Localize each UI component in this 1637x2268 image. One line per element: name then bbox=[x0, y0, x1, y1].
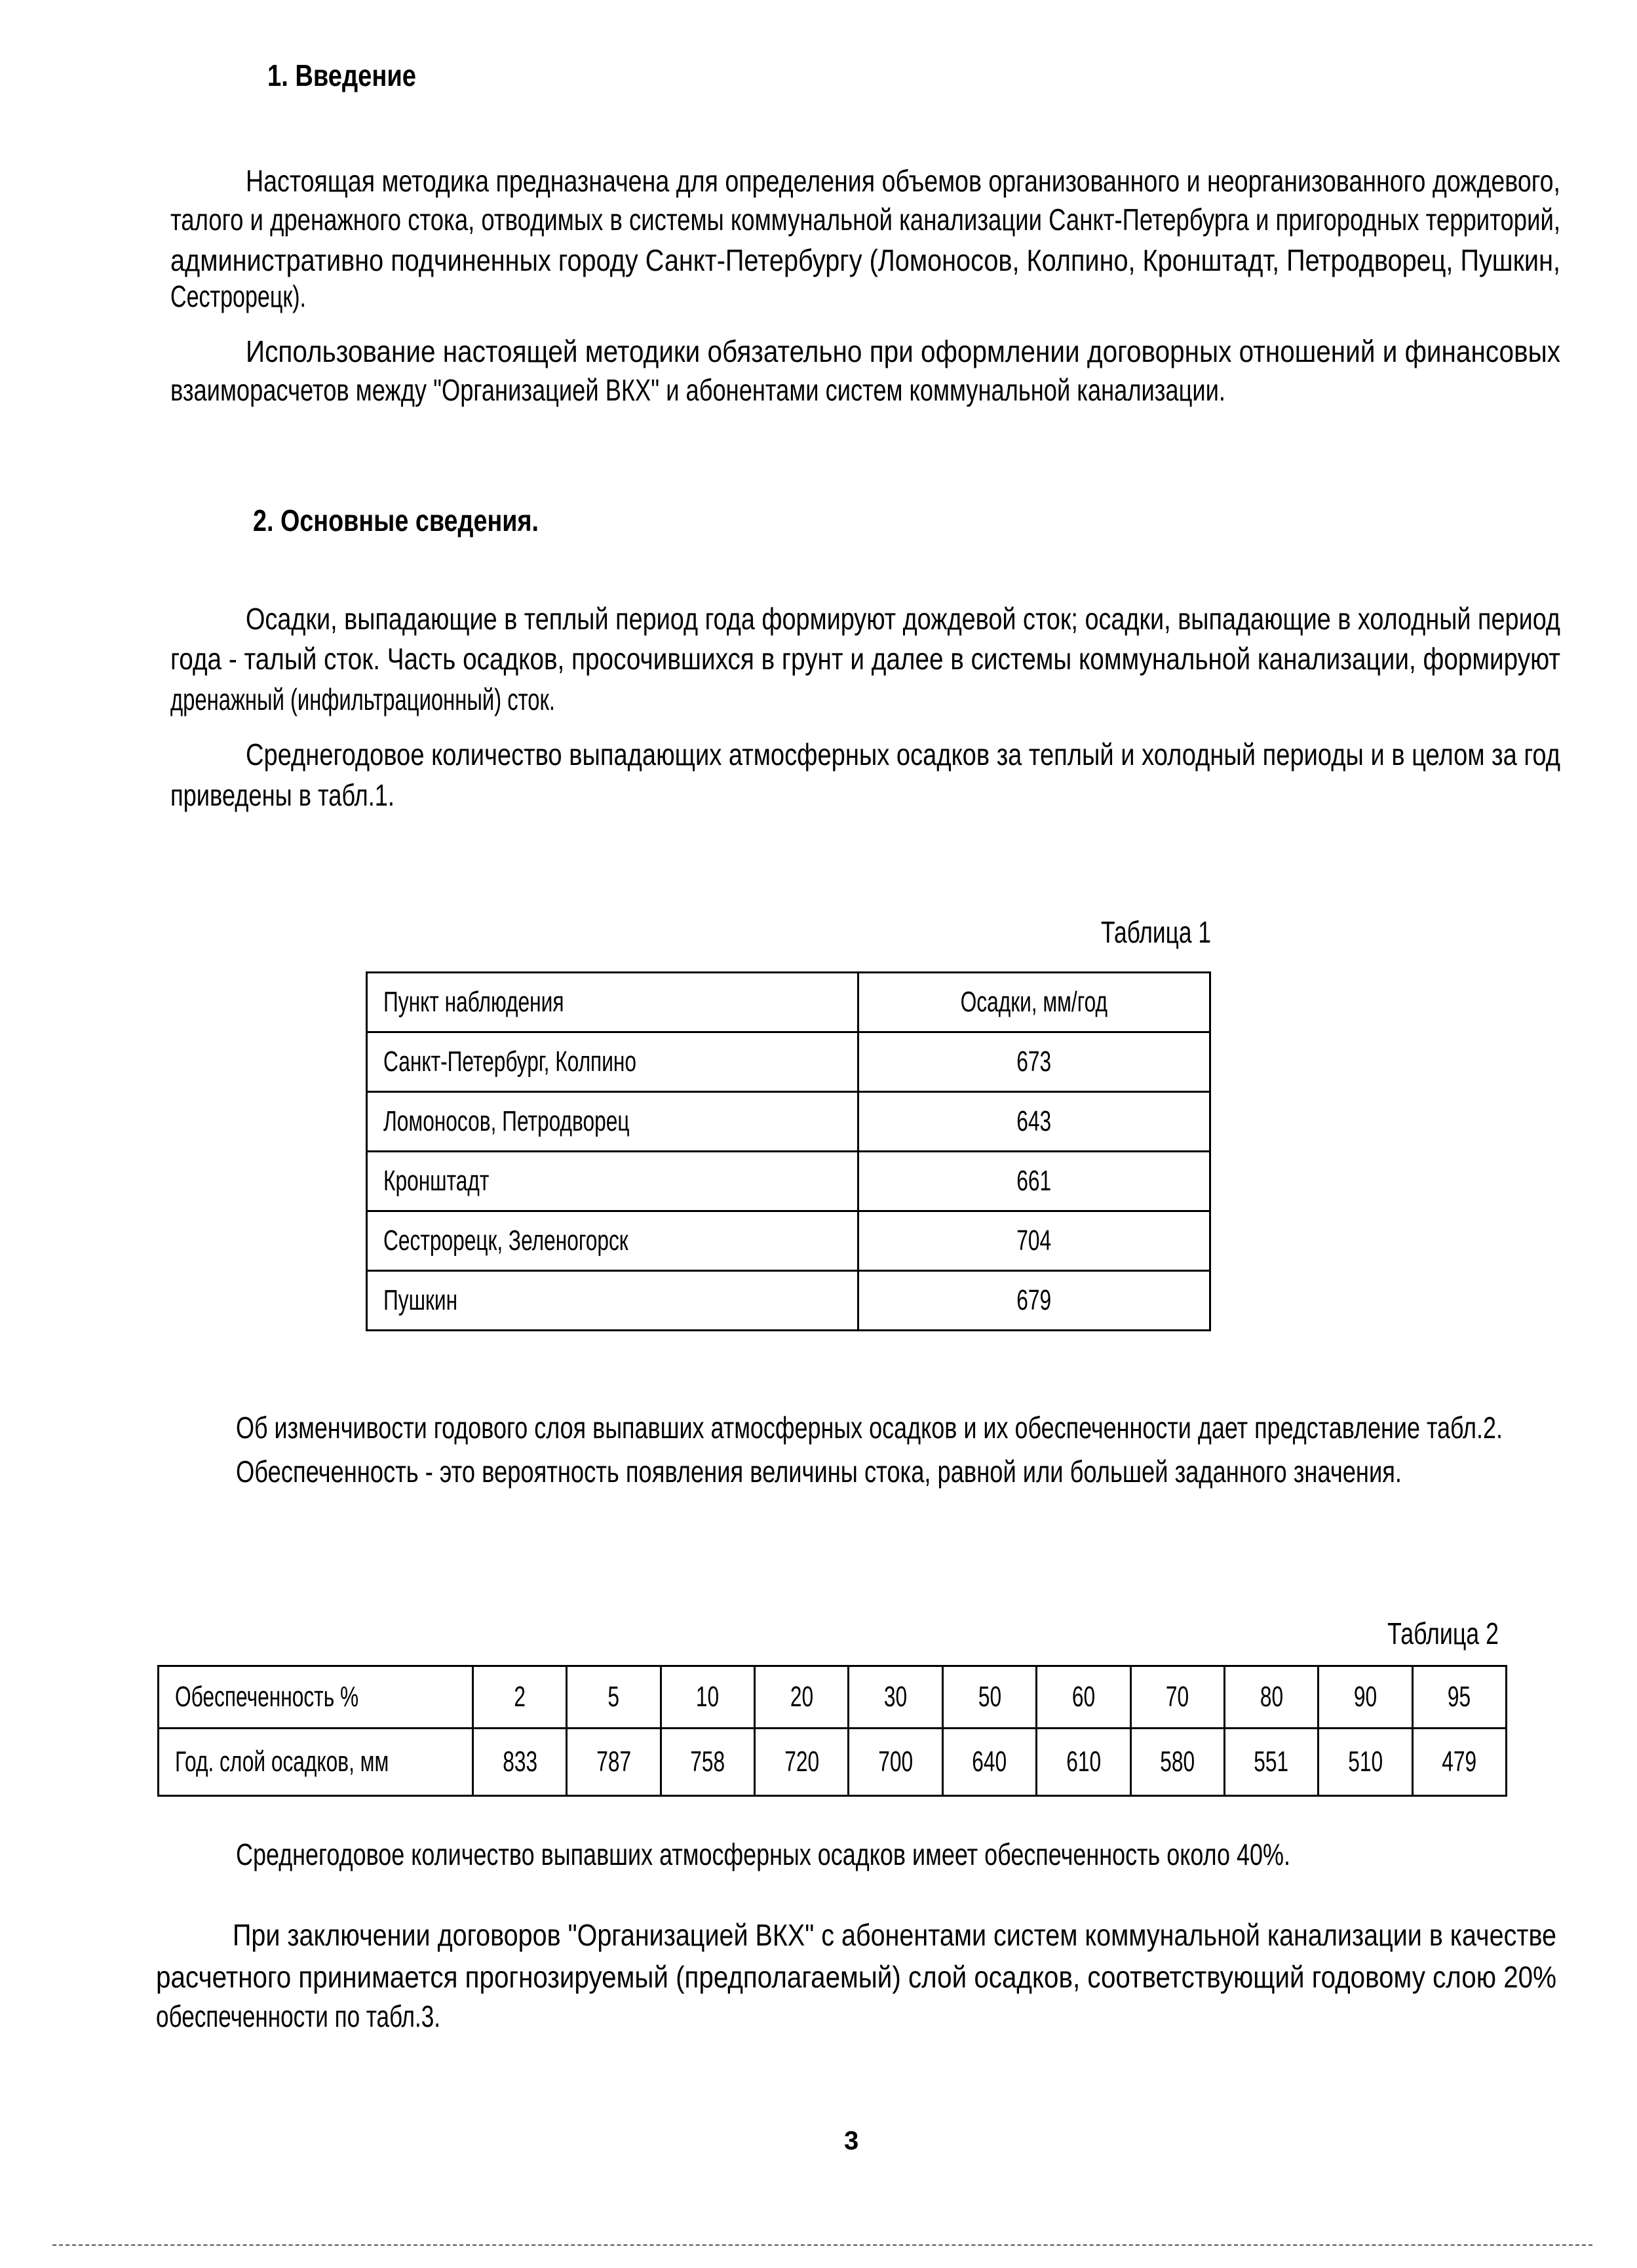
table-header-row bbox=[367, 973, 1210, 1032]
table-cell: 580 bbox=[1130, 1729, 1224, 1796]
table-row-probability bbox=[159, 1666, 1507, 1729]
table-row bbox=[367, 1152, 1210, 1211]
footer-divider bbox=[52, 2244, 1592, 2246]
table-cell: 679 bbox=[858, 1271, 1210, 1331]
table-cell: Санкт-Петербург, Колпино bbox=[367, 1032, 858, 1092]
table-cell: 704 bbox=[858, 1211, 1210, 1271]
table-row-label: Год. слой осадков, мм bbox=[159, 1729, 473, 1796]
table-cell: 787 bbox=[567, 1729, 661, 1796]
table-cell: 833 bbox=[473, 1729, 567, 1796]
table-2-caption: Таблица 2 bbox=[1387, 1616, 1499, 1651]
table-cell: 700 bbox=[849, 1729, 942, 1796]
paragraph-line: Среднегодовое количество выпадающих атмосферных осадков за теплый и холодный периоды и в целом за год bbox=[246, 737, 1560, 772]
paragraph-line: Обеспеченность - это вероятность появления величины стока, равной или большей заданного значения. bbox=[236, 1455, 1402, 1489]
table-cell: 510 bbox=[1319, 1729, 1412, 1796]
paragraph-line: дренажный (инфильтрационный) сток. bbox=[170, 682, 555, 716]
table-cell: 90 bbox=[1319, 1666, 1412, 1729]
section-1-heading: 1. Введение bbox=[267, 58, 416, 92]
table-cell: 70 bbox=[1130, 1666, 1224, 1729]
table-cell: 30 bbox=[849, 1666, 942, 1729]
table-row bbox=[367, 1032, 1210, 1092]
paragraph-line: года - талый сток. Часть осадков, просочившихся в грунт и далее в системы коммунальной канализации, формируют bbox=[170, 642, 1560, 676]
table-header-cell: Осадки, мм/год bbox=[858, 973, 1210, 1032]
table-cell: 5 bbox=[567, 1666, 661, 1729]
table-cell: 610 bbox=[1037, 1729, 1130, 1796]
table-cell: 479 bbox=[1412, 1729, 1506, 1796]
table-cell: Сестрорецк, Зеленогорск bbox=[367, 1211, 858, 1271]
table-cell: 551 bbox=[1224, 1729, 1318, 1796]
table-row-precipitation bbox=[159, 1729, 1507, 1796]
table-cell: 60 bbox=[1037, 1666, 1130, 1729]
table-header-cell: Пункт наблюдения bbox=[367, 973, 858, 1032]
paragraph-line: Об изменчивости годового слоя выпавших атмосферных осадков и их обеспеченности дает представление табл.2. bbox=[236, 1411, 1503, 1445]
table-cell: 20 bbox=[755, 1666, 849, 1729]
table-cell: 661 bbox=[858, 1152, 1210, 1211]
table-cell: Пушкин bbox=[367, 1271, 858, 1331]
table-cell: 2 bbox=[473, 1666, 567, 1729]
paragraph-line: обеспеченности по табл.3. bbox=[156, 1999, 440, 2033]
table-row bbox=[367, 1271, 1210, 1331]
paragraph-line: административно подчиненных городу Санкт-Петербургу (Ломоносов, Колпино, Кронштадт, Петродворец, Пушкин, bbox=[170, 243, 1560, 277]
table-cell: 720 bbox=[755, 1729, 849, 1796]
table-row bbox=[367, 1211, 1210, 1271]
table-row bbox=[367, 1092, 1210, 1152]
table-cell: 10 bbox=[661, 1666, 754, 1729]
paragraph-line: Настоящая методика предназначена для определения объемов организованного и неорганизованного дождевого, bbox=[246, 164, 1560, 198]
paragraph-line: взаиморасчетов между "Организацией ВКХ" и абонентами систем коммунальной канализации. bbox=[170, 373, 1225, 407]
table-1 bbox=[366, 971, 1211, 1331]
paragraph-line: Использование настоящей методики обязательно при оформлении договорных отношений и финансовых bbox=[246, 334, 1560, 368]
paragraph-line: приведены в табл.1. bbox=[170, 778, 395, 812]
paragraph-line: При заключении договоров "Организацией ВКХ" с абонентами систем коммунальной канализации в качестве bbox=[233, 1918, 1556, 1952]
table-cell: 758 bbox=[661, 1729, 754, 1796]
paragraph-line: Осадки, выпадающие в теплый период года формируют дождевой сток; осадки, выпадающие в холодный период bbox=[246, 602, 1560, 636]
table-cell: 80 bbox=[1224, 1666, 1318, 1729]
table-cell: 640 bbox=[942, 1729, 1036, 1796]
table-cell: 643 bbox=[858, 1092, 1210, 1152]
paragraph-line: талого и дренажного стока, отводимых в системы коммунальной канализации Санкт-Петербурга и пригородных территорий, bbox=[170, 203, 1560, 237]
table-cell: 673 bbox=[858, 1032, 1210, 1092]
table-1-caption: Таблица 1 bbox=[1101, 915, 1211, 949]
table-cell: 50 bbox=[942, 1666, 1036, 1729]
paragraph-line: Среднегодовое количество выпавших атмосферных осадков имеет обеспеченность около 40%. bbox=[236, 1837, 1290, 1871]
paragraph-line: расчетного принимается прогнозируемый (предполагаемый) слой осадков, соответствующий годовому слою 20% bbox=[156, 1960, 1556, 1994]
page-number: 3 bbox=[844, 2126, 859, 2155]
paragraph-line: Сестрорецк). bbox=[170, 279, 306, 313]
table-cell: Ломоносов, Петродворец bbox=[367, 1092, 858, 1152]
section-2-heading: 2. Основные сведения. bbox=[253, 503, 539, 538]
table-row-label: Обеспеченность % bbox=[159, 1666, 473, 1729]
table-2 bbox=[157, 1665, 1507, 1797]
table-cell: Кронштадт bbox=[367, 1152, 858, 1211]
table-cell: 95 bbox=[1412, 1666, 1506, 1729]
